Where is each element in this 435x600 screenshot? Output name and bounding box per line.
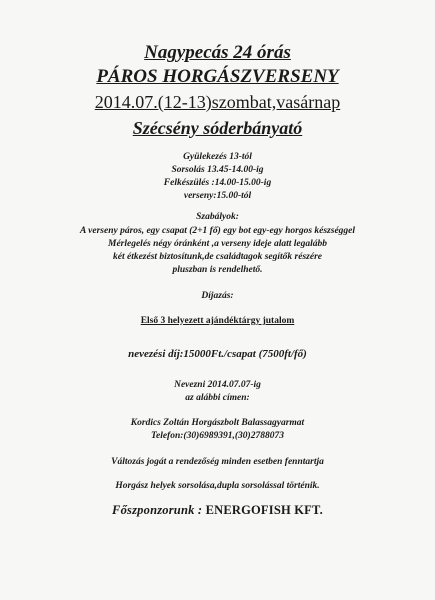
schedule-preparation: Felkészülés :14.00-15.00-ig	[163, 178, 272, 188]
schedule-gathering: Gyülekezés 13-tól	[183, 152, 252, 162]
date-line: 2014.07.(12-13)szombat,vasárnap	[94, 92, 341, 112]
rules-line: két étkezést biztosítunk,de családtagok segítők részére	[113, 252, 322, 262]
prizes-text: Első 3 helyezett ajándéktárgy jutalom	[140, 316, 295, 326]
rules-line: A verseny páros, egy csapat (2+1 fő) egy bot egy-egy horgos készséggel	[79, 226, 356, 236]
contact-phone: Telefon:(30)6989391,(30)2788073	[151, 431, 284, 441]
rules-title: Szabályok:	[196, 212, 239, 222]
sponsor-line	[0, 503, 435, 518]
schedule-draw: Sorsolás 13.45-14.00-ig	[171, 165, 264, 175]
registration-deadline: Nevezni 2014.07.07-ig	[174, 380, 261, 390]
registration-address-label: az alábbi címen:	[185, 393, 250, 403]
rules-line: Mérlegelés négy óránként ,a verseny ideje alatt legalább	[108, 239, 327, 249]
rules-line: pluszban is rendelhető.	[172, 265, 263, 275]
contact-shop: Kordics Zoltán Horgászbolt Balassagyarmat	[130, 418, 305, 428]
schedule-competition: verseny:15.00-tól	[183, 191, 252, 201]
entry-fee: nevezési díj:15000Ft./csapat (7500ft/fő)	[128, 348, 307, 360]
prizes-title: Díjazás:	[201, 291, 234, 301]
title-line-1: Nagypecás 24 órás	[144, 42, 291, 63]
note-changes: Változás jogát a rendezőség minden esetben fenntartja	[111, 457, 324, 467]
sponsor-name: ENERGOFISH KFT.	[205, 503, 323, 517]
location-line: Szécsény sóderbányató	[132, 118, 303, 138]
sponsor-label: Főszponzorunk :	[112, 503, 206, 517]
note-draw: Horgász helyek sorsolása,dupla sorsolással történik.	[115, 481, 320, 491]
title-line-2: PÁROS HORGÁSZVERSENY	[96, 66, 339, 87]
